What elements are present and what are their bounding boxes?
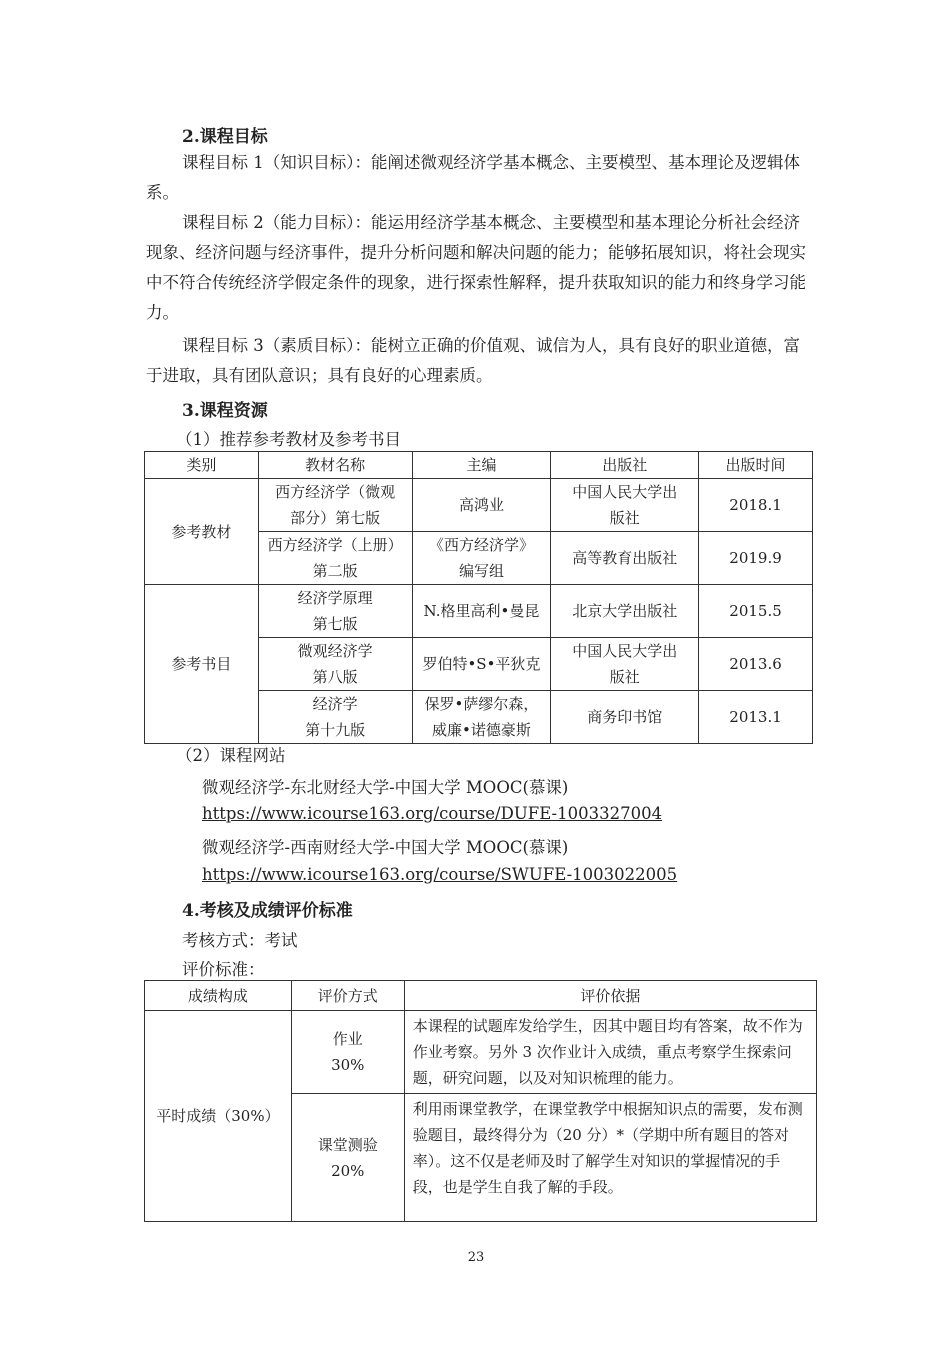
year-cell: 2013.1 [699, 691, 813, 744]
table-row [145, 585, 813, 638]
method-cell: 课堂测验 20% [291, 1094, 404, 1222]
editor-cell: 高鸿业 [412, 479, 551, 532]
book-name-cell: 经济学 第十九版 [258, 691, 412, 744]
books-table [144, 451, 813, 744]
year-cell: 2015.5 [699, 585, 813, 638]
year-cell: 2013.6 [699, 638, 813, 691]
editor-cell: 罗伯特•S•平狄克 [412, 638, 551, 691]
goal-3-text: 课程目标 3（素质目标）：能树立正确的价值观、诚信为人，具有良好的职业道德，富于进取，具有团队意识；具有良好的心理素质。 [146, 336, 800, 385]
goal-1-text: 课程目标 1（知识目标）：能阐述微观经济学基本概念、主要模型、基本理论及逻辑体系。 [146, 153, 800, 202]
assessment-heading: 4.考核及成绩评价标准 [182, 901, 353, 921]
site-2-link-wrap [202, 865, 677, 884]
book-name-cell: 西方经济学（微观 部分）第七版 [258, 479, 412, 532]
goal-3-paragraph [146, 331, 810, 391]
site-2-link[interactable]: https://www.icourse163.org/course/SWUFE-1003022005 [202, 865, 678, 884]
year-cell: 2019.9 [699, 532, 813, 585]
basis-cell: 利用雨课堂教学，在课堂教学中根据知识点的需要，发布测验题目，最终得分为（20 分）*（学期中所有题目的答对率）。这不仅是老师及时了解学生对知识的掌握情况的手段，也是学生自我了解的手段。 [404, 1094, 816, 1222]
assessment-method: 考核方式：考试 [182, 931, 298, 950]
category-cell: 参考教材 [145, 479, 259, 585]
book-name-cell: 经济学原理 第七版 [258, 585, 412, 638]
book-name-cell: 微观经济学 第八版 [258, 638, 412, 691]
press-cell: 中国人民大学出 版社 [551, 638, 699, 691]
book-name-cell: 西方经济学（上册） 第二版 [258, 532, 412, 585]
year-cell: 2018.1 [699, 479, 813, 532]
site-2-name: 微观经济学-西南财经大学-中国大学 MOOC(慕课) [202, 838, 569, 857]
header-cell: 评价方式 [291, 981, 404, 1011]
header-cell: 成绩构成 [145, 981, 292, 1011]
websites-heading: （2）课程网站 [176, 746, 286, 765]
component-cell: 平时成绩（30%） [145, 1011, 292, 1222]
header-cell: 教材名称 [258, 452, 412, 479]
table-row [145, 479, 813, 532]
site-1-link-wrap [202, 804, 662, 823]
header-cell: 主编 [412, 452, 551, 479]
books-table-header [145, 452, 813, 479]
goal-2-paragraph [146, 208, 810, 328]
press-cell: 北京大学出版社 [551, 585, 699, 638]
resources-heading: 3.课程资源 [182, 401, 268, 421]
assessment-criteria: 评价标准： [182, 960, 265, 979]
header-cell: 出版社 [551, 452, 699, 479]
press-cell: 高等教育出版社 [551, 532, 699, 585]
books-heading: （1）推荐参考教材及参考书目 [176, 430, 401, 449]
evaluation-table [144, 980, 817, 1222]
editor-cell: 保罗•萨缪尔森， 威廉•诺德豪斯 [412, 691, 551, 744]
site-1-name: 微观经济学-东北财经大学-中国大学 MOOC(慕课) [202, 778, 569, 797]
press-cell: 商务印书馆 [551, 691, 699, 744]
editor-cell: 《西方经济学》 编写组 [412, 532, 551, 585]
header-cell: 评价依据 [404, 981, 816, 1011]
basis-cell: 本课程的试题库发给学生，因其中题目均有答案，故不作为作业考察。另外 3 次作业计入成绩，重点考察学生探索问题，研究问题，以及对知识梳理的能力。 [404, 1011, 816, 1094]
goal-1-paragraph [146, 148, 810, 208]
page-number: 23 [467, 1250, 485, 1265]
goal-2-text: 课程目标 2（能力目标）：能运用经济学基本概念、主要模型和基本理论分析社会经济现象、经济问题与经济事件，提升分析问题和解决问题的能力；能够拓展知识，将社会现实中不符合传统经济学假定条件的现象，进行探索性解释，提升获取知识的能力和终身学习能力。 [146, 213, 806, 322]
method-cell: 作业 30% [291, 1011, 404, 1094]
table-row [145, 1011, 817, 1094]
goals-heading: 2.课程目标 [182, 127, 268, 147]
evaluation-table-header [145, 981, 817, 1011]
site-1-link[interactable]: https://www.icourse163.org/course/DUFE-1003327004 [202, 804, 663, 823]
press-cell: 中国人民大学出 版社 [551, 479, 699, 532]
editor-cell: N.格里高利•曼昆 [412, 585, 551, 638]
header-cell: 出版时间 [699, 452, 813, 479]
header-cell: 类别 [145, 452, 259, 479]
category-cell: 参考书目 [145, 585, 259, 744]
